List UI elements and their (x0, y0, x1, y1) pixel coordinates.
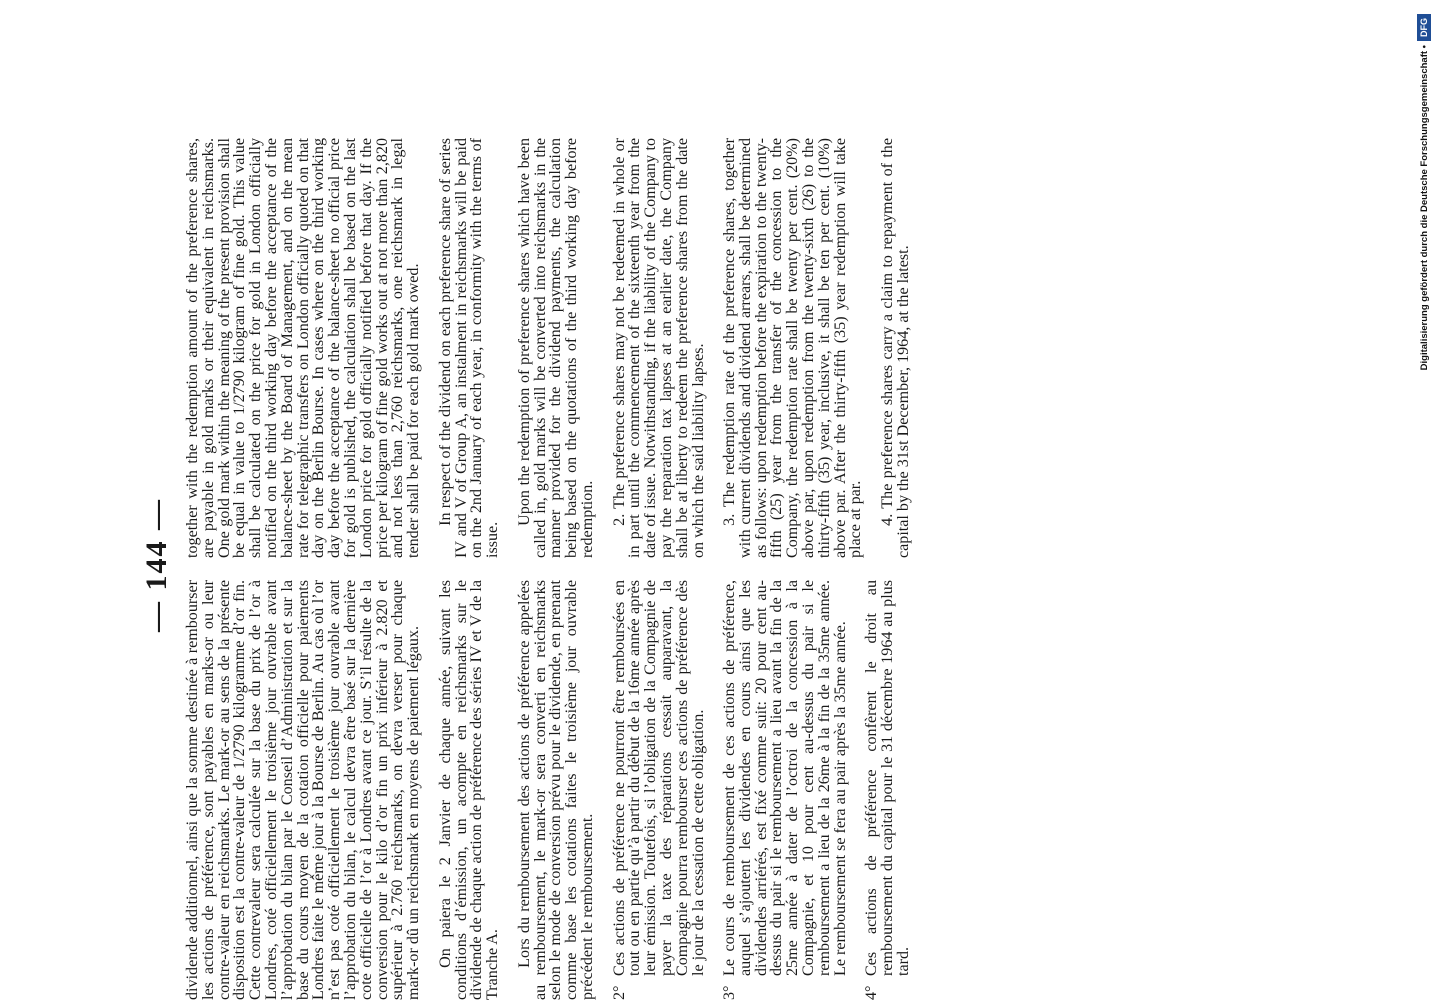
french-paragraph-2: On paiera le 2 Janvier de chaque année, suivant les conditions d’émission, un acompte en reichsmarks sur le dividende de chaque action de préférence des séries IV et V de la Tranche A. (436, 580, 502, 1000)
french-item-2-text: Ces actions de préférence ne pourront être remboursées en tout ou en partie qu’à partir du début de la 16me année après leur émission. Toutefois, si l’obligation de la Compagnie de payer la taxe des réparations cessait auparavant, la Compagnie pourra rembourser ces actions de préférence dès le jour de la cessation de cette obligation. (610, 580, 707, 976)
french-item-4-number: 4° (863, 985, 881, 1000)
english-paragraph-3: Upon the redemption of preference shares which have been called in, gold marks will be converted into reichsmarks in the manner provided for the dividend payments, the calculation being based on the quotations of the third working day before redemption. (515, 138, 596, 558)
french-item-3-text: Le cours de remboursement de ces actions de préférence, auquel s’ajoutent les dividendes en cours ainsi que les dividendes arriérés, est fixé comme suit: 20 pour cent au-dessus du pair si le remboursement a lieu avant la fin de la 25me année à dater de l’octroi de la concession à la Compagnie, et 10 pour cent au-dessus du pair si le remboursement a lieu de la 26me à la fin de la 35me année. Le remboursement se fera au pair après la 35me année. (721, 580, 849, 976)
french-item-4 (864, 580, 911, 1000)
french-paragraph-1: dividende additionnel, ainsi que la somme destinée à rembourser les actions de préférence, sont payables en marks-or ou leur contre-valeur en reichsmarks. Le mark-or au sens de la présente disposition est la contre-valeur de 1/2790 kilogramme d’or fin. Cette contrevaleur sera calculée sur la base du prix de l’or à Londres, coté officiellement le troisième jour ouvrable avant l’approbation du bilan par le Conseil d’Administration et sur la base du cours moyen de la cotation officielle pour paiements Londres faite le même jour à la Bourse de Berlin. Au cas où l’or n’est pas coté officiellement le troisième jour ouvrable avant l’approbation du bilan, le calcul devra être basé sur la dernière cote officielle de l’or à Londres avant ce jour. S’il résulte de la conversion pour le kilo d’or fin un prix inférieur à 2.820 et supérieur à 2.760 reichsmarks, on devra verser pour chaque mark-or dû un reichsmark en moyens de paiement légaux. (184, 580, 423, 1000)
french-column (185, 580, 912, 1000)
french-item-3-number: 3° (721, 985, 739, 1000)
french-item-4-text: Ces actions de préférence confèrent le droit au remboursement du capital pour le 31 décembre 1964 au plus tard. (863, 580, 912, 976)
credit-text: Digitalisierung gefördert durch die Deutsche Forschungsgemeinschaft • (1419, 45, 1430, 371)
page-number: — 144 — (140, 498, 173, 632)
rotated-page (137, 130, 1177, 1000)
english-paragraph-5: 3. The redemption rate of the preference shares, together with current dividends and dividend arrears, shall be determined as follows: upon redemption before the expiration to the twenty-fifth (25) year from the transfer of the concession to the Company, the redemption rate shall be twenty per cent. (20%) above par, upon redemption from the twenty-sixth (26) to the thirty-fifth (35) year, inclusive, it shall be ten per cent. (10%) above par. After the thirty-fifth (35) year redemption will take place at par. (721, 138, 865, 558)
french-paragraph-3: Lors du remboursement des actions de préférence appelées au remboursement, le mark-or sera converti en reichsmarks selon le mode de conversion prévu pour le dividende, en prenant comme base les cotations faites le troisième jour ouvrable précédent le remboursement. (515, 580, 596, 1000)
english-paragraph-4: 2. The preference shares may not be redeemed in whole or in part until the commencement of the sixteenth year from the date of issue. Notwithstanding, if the liability of the Company to pay the reparation tax lapses at an earlier date, the Company shall be at liberty to redeem the preference shares from the date on which the said liability lapses. (610, 138, 707, 558)
english-column (185, 138, 912, 558)
french-item-3 (722, 580, 848, 1000)
digitization-credit (1416, 0, 1434, 1000)
french-item-2-number: 2° (610, 985, 628, 1000)
french-item-2 (612, 580, 707, 1000)
english-paragraph-6: 4. The preference shares carry a claim to repayment of the capital by the 31st December, 1964, at the latest. (879, 138, 912, 558)
dfg-logo: DFG (1417, 14, 1431, 41)
english-paragraph-1: together with the redemption amount of the preference shares, are payable in gold marks or their equivalent in reichsmarks. One gold mark within the meaning of the present provision shall be equal in value to 1/2790 kilogram of fine gold. This value shall be calculated on the price for gold in London officially notified on the third working day before the acceptance of the balance-sheet by the Board of Management, and on the mean rate for telegraphic transfers on London officially quoted on that day on the Berlin Bourse. In cases where on the third working day before the acceptance of the balance-sheet no official price for gold is published, the calculation shall be based on the last London price for gold officially notified before that day. If the price per kilogram of fine gold works out at not more than 2,820 and not less than 2,760 reichsmarks, one reichsmark in legal tender shall be paid for each gold mark owed. (184, 138, 423, 558)
english-paragraph-2: In respect of the dividend on each preference share of series IV and V of Group A, an instalment in reichsmarks will be paid on the 2nd January of each year, in conformity with the terms of issue. (436, 138, 502, 558)
